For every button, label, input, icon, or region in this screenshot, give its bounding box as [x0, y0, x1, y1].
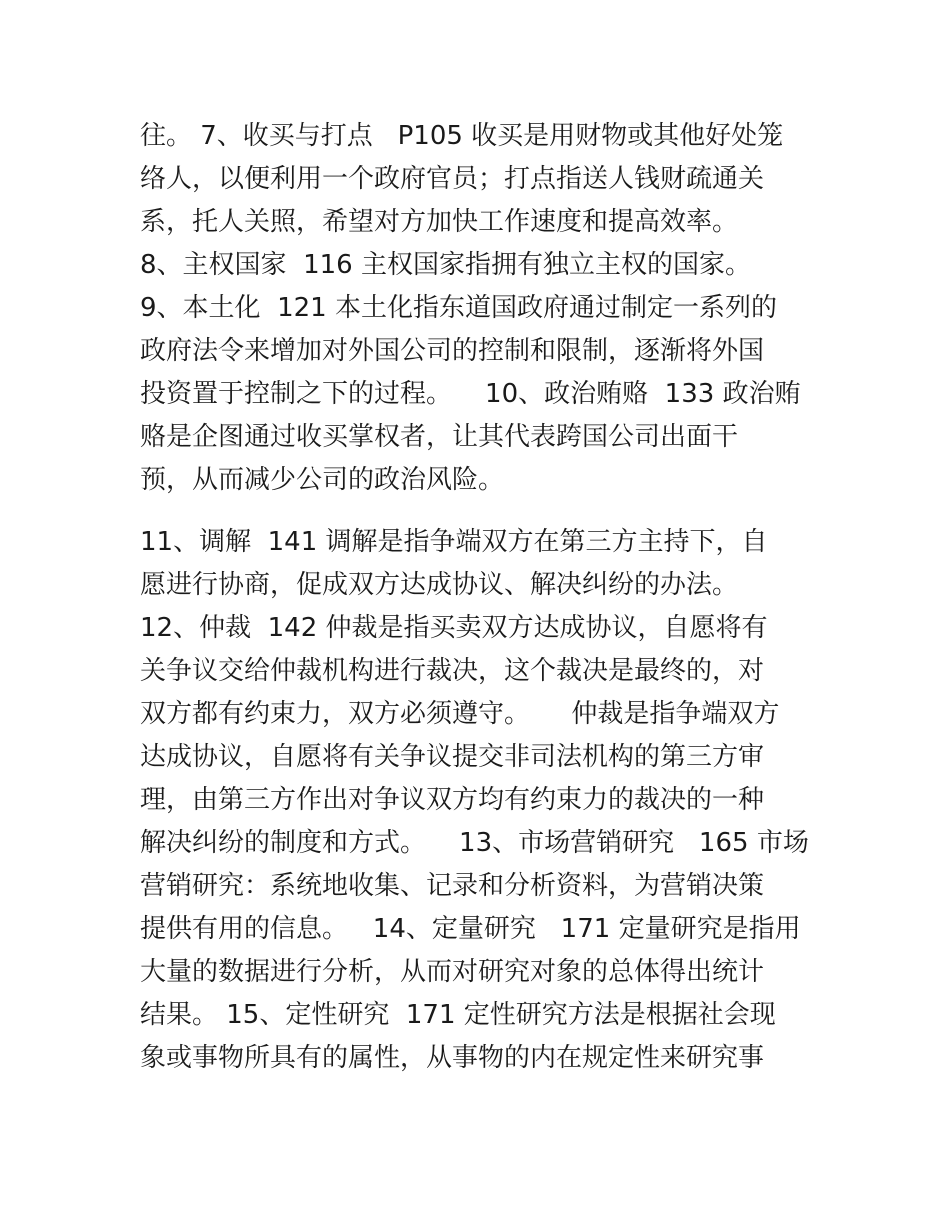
text-line: 象或事物所具有的属性，从事物的内在规定性来研究事 — [140, 1043, 765, 1073]
text-line: 预，从而减少公司的政治风险。 — [140, 465, 505, 495]
text-line: 政府法令来增加对外国公司的控制和限制，逐渐将外国 — [140, 336, 765, 366]
text-line: 双方都有约束力，双方必须遵守。 仲裁是指争端双方 — [140, 699, 780, 729]
text-line: 愿进行协商，促成双方达成协议、解决纠纷的办法。 — [140, 570, 739, 600]
text-line: 营销研究：系统地收集、记录和分析资料，为营销决策 — [140, 871, 765, 901]
text-line: 解决纠纷的制度和方式。 13、市场营销研究 165 市场 — [140, 828, 809, 858]
text-line: 大量的数据进行分析，从而对研究对象的总体得出统计 — [140, 957, 765, 987]
text-line: 理，由第三方作出对争议双方均有约束力的裁决的一种 — [140, 785, 765, 815]
text-line: 系，托人关照，希望对方加快工作速度和提高效率。 — [140, 207, 739, 237]
text-line: 达成协议，自愿将有关争议提交非司法机构的第三方审 — [140, 742, 765, 772]
text-line: 关争议交给仲裁机构进行裁决，这个裁决是最终的，对 — [140, 656, 765, 686]
text-line: 结果。 15、定性研究 171 定性研究方法是根据社会现 — [140, 1000, 776, 1030]
text-line: 投资置于控制之下的过程。 10、政治贿赂 133 政治贿 — [140, 379, 801, 409]
text-line: 赂是企图通过收买掌权者，让其代表跨国公司出面干 — [140, 422, 739, 452]
text-line: 8、主权国家 116 主权国家指拥有独立主权的国家。 — [140, 250, 751, 280]
text-line: 往。 7、收买与打点 P105 收买是用财物或其他好处笼 — [140, 121, 784, 151]
text-line: 提供有用的信息。 14、定量研究 171 定量研究是指用 — [140, 914, 801, 944]
text-line: 9、本土化 121 本土化指东道国政府通过制定一系列的 — [140, 293, 777, 323]
text-line: 12、仲裁 142 仲裁是指买卖双方达成协议，自愿将有 — [140, 613, 768, 643]
text-line: 络人，以便利用一个政府官员；打点指送人钱财疏通关 — [140, 164, 765, 194]
text-line: 11、调解 141 调解是指争端双方在第三方主持下，自 — [140, 527, 768, 557]
